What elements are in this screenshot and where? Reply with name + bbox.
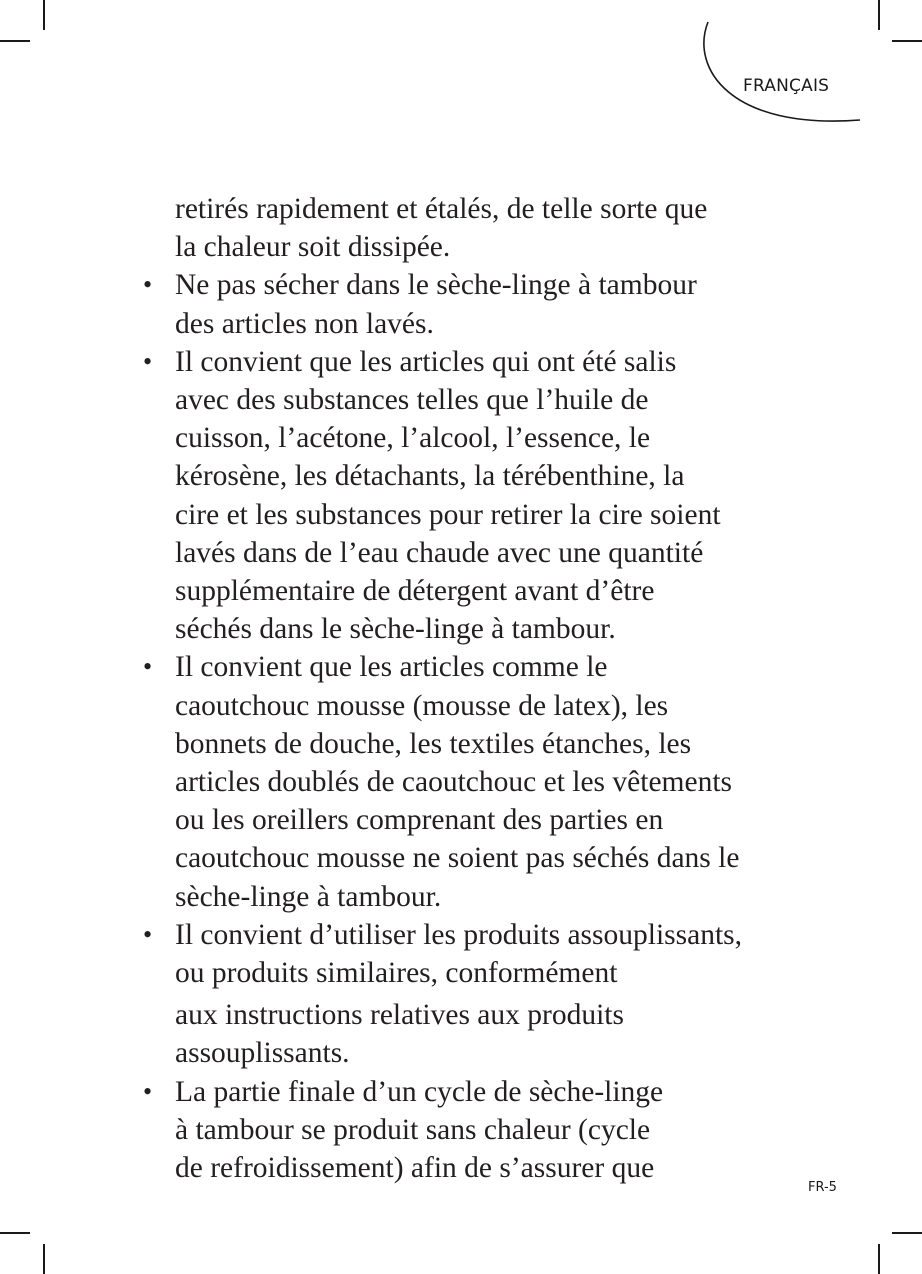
crop-mark-top-left-vertical: [43, 0, 45, 30]
text-line: séchés dans le sèche-linge à tambour.: [175, 613, 616, 646]
text-line: supplémentaire de détergent avant d’être: [175, 575, 655, 608]
bullet-item: [140, 1073, 790, 1188]
text-line: La partie finale d’un cycle de sèche-linge: [175, 1075, 664, 1108]
bullet-icon: •: [143, 346, 153, 376]
crop-mark-top-right-horizontal: [892, 40, 922, 42]
bullet-item: [140, 343, 790, 649]
bullet-icon: •: [143, 652, 153, 682]
text-line: cuisson, l’acétone, l’alcool, l’essence, le: [175, 422, 651, 455]
text-line: avec des substances telles que l’huile de: [175, 384, 649, 417]
page-number: FR-5: [808, 1180, 837, 1195]
bullet-item: [140, 916, 790, 1073]
text-line: lavés dans de l’eau chaude avec une quantité: [175, 536, 704, 569]
text-line: caoutchouc mousse (mousse de latex), les: [175, 689, 669, 722]
text-line: des articles non lavés.: [175, 307, 434, 340]
crop-mark-top-left-horizontal: [0, 40, 30, 42]
text-line: Il convient que les articles qui ont été salis: [175, 345, 677, 378]
text-line: Ne pas sécher dans le sèche-linge à tambour: [175, 269, 697, 302]
crop-mark-bottom-left-horizontal: [0, 1232, 30, 1234]
text-line: Il convient que les articles comme le: [175, 651, 608, 684]
bullet-icon: •: [143, 919, 153, 949]
text-line: assouplissants.: [175, 1037, 350, 1070]
text-line: ou produits similaires, conformément: [175, 957, 618, 990]
crop-mark-bottom-left-vertical: [43, 1244, 45, 1274]
text-line: retirés rapidement et étalés, de telle sorte que: [175, 193, 708, 225]
text-line: de refroidissement) afin de s’assurer que: [175, 1152, 655, 1185]
bullet-icon: •: [143, 1076, 153, 1106]
text-line: ou les oreillers comprenant des parties en: [175, 804, 664, 837]
document-body: [140, 190, 790, 1187]
text-line: caoutchouc mousse ne soient pas séchés dans le: [175, 842, 740, 875]
crop-mark-top-right-vertical: [878, 0, 880, 30]
text-line: Il convient d’utiliser les produits assouplissants,: [175, 918, 742, 951]
crop-mark-bottom-right-vertical: [878, 1244, 880, 1274]
text-line: aux instructions relatives aux produits: [175, 999, 624, 1032]
text-line: à tambour se produit sans chaleur (cycle: [175, 1113, 651, 1146]
bullet-item: [140, 266, 790, 342]
text-line: la chaleur soit dissipée.: [175, 231, 451, 264]
bullet-icon: •: [143, 270, 153, 300]
continuation-paragraph: [140, 190, 790, 266]
text-line: articles doublés de caoutchouc et les vêtements: [175, 766, 733, 799]
bullet-item: [140, 648, 790, 915]
crop-mark-bottom-right-horizontal: [892, 1232, 922, 1234]
text-line: sèche-linge à tambour.: [175, 880, 442, 913]
text-line: cire et les substances pour retirer la cire soient: [175, 498, 721, 531]
text-line: kérosène, les détachants, la térébenthine, la: [175, 460, 685, 493]
text-line: bonnets de douche, les textiles étanches, les: [175, 727, 692, 760]
language-label: FRANÇAIS: [743, 76, 830, 96]
